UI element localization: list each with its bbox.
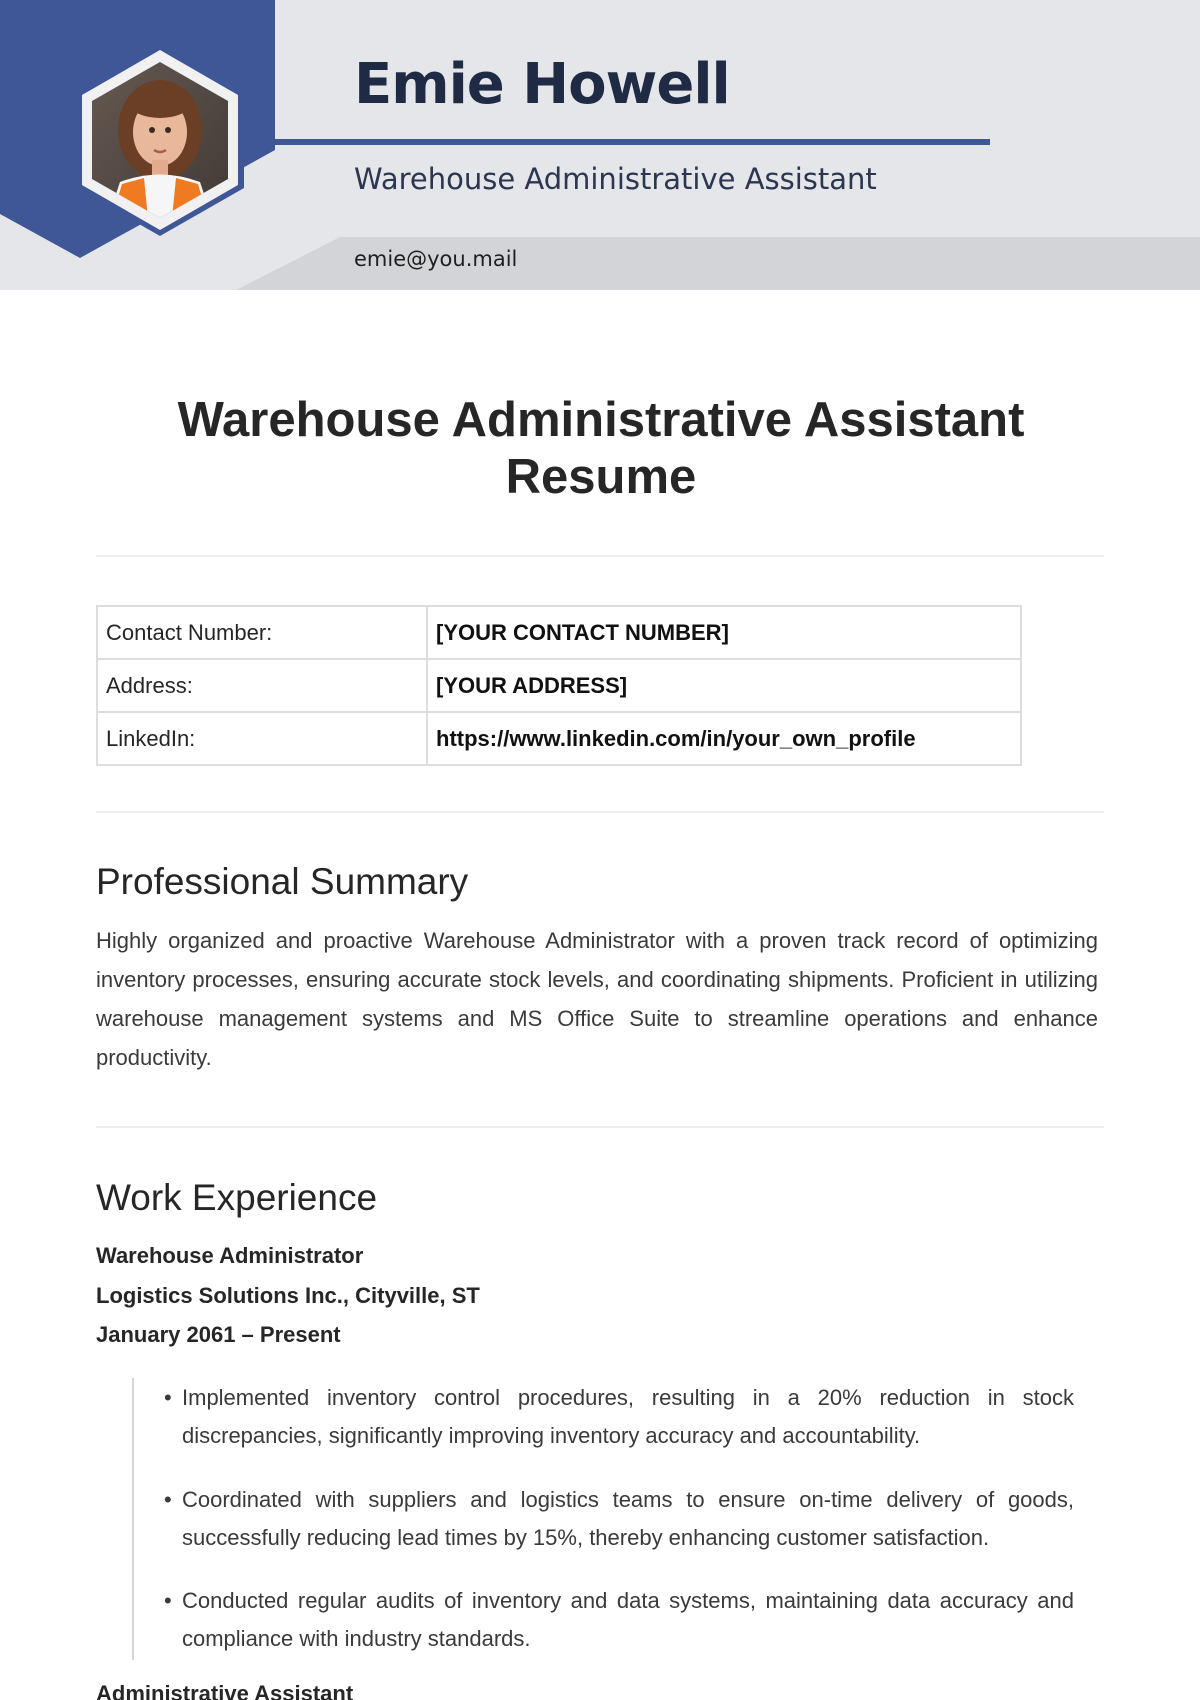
bullet-text: Implemented inventory control procedures, resulting in a 20% reduction in stock discrepancies, significantly improving inventory accuracy and accountability. xyxy=(182,1385,1074,1448)
divider xyxy=(96,1126,1104,1128)
table-row xyxy=(97,659,1021,712)
profile-photo xyxy=(68,42,252,252)
address-value: [YOUR ADDRESS] xyxy=(427,659,1021,712)
document-title-line-2: Resume xyxy=(505,450,697,504)
contact-number-value: [YOUR CONTACT NUMBER] xyxy=(427,606,1021,659)
name-underline xyxy=(262,139,990,145)
linkedin-label: LinkedIn: xyxy=(97,712,427,765)
candidate-role: Warehouse Administrative Assistant xyxy=(354,162,877,196)
bullet-text: Coordinated with suppliers and logistics teams to ensure on-time delivery of goods, successfully reducing lead times by 15%, thereby enhancing customer satisfaction. xyxy=(182,1487,1074,1550)
list-item xyxy=(164,1582,1074,1658)
experience-heading: Work Experience xyxy=(96,1177,378,1218)
candidate-name: Emie Howell xyxy=(354,52,730,117)
divider xyxy=(96,555,1104,557)
summary-heading: Professional Summary xyxy=(96,861,469,902)
bullet-icon: • xyxy=(164,1385,172,1410)
email-address: emie@you.mail xyxy=(354,247,518,271)
table-row xyxy=(97,712,1021,765)
linkedin-link[interactable]: https://www.linkedin.com/in/your_own_profile xyxy=(427,712,1021,765)
job-title: Administrative Assistant xyxy=(96,1681,354,1700)
bullet-list-bar xyxy=(132,1378,134,1660)
contact-table xyxy=(96,605,1022,766)
resume-header xyxy=(0,0,1200,290)
list-item xyxy=(164,1481,1074,1557)
job-dates: January 2061 – Present xyxy=(96,1322,341,1347)
address-label: Address: xyxy=(97,659,427,712)
bullet-icon: • xyxy=(164,1487,172,1512)
document-title-line-1: Warehouse Administrative Assistant xyxy=(177,393,1025,447)
summary-text: Highly organized and proactive Warehouse Administrator with a proven track record of optimizing inventory processes, ensuring accurate stock levels, and coordinating shipments. Proficient in utilizing warehouse management systems and MS Office Suite to streamline operations and enhance productivity. xyxy=(96,928,1098,1070)
person-portrait-icon xyxy=(68,42,252,252)
job-title: Warehouse Administrator xyxy=(96,1243,364,1268)
bullet-text: Conducted regular audits of inventory and data systems, maintaining data accuracy and compliance with industry standards. xyxy=(182,1588,1074,1651)
list-item xyxy=(164,1379,1074,1455)
table-row xyxy=(97,606,1021,659)
divider xyxy=(96,811,1104,813)
contact-number-label: Contact Number: xyxy=(97,606,427,659)
bullet-icon: • xyxy=(164,1588,172,1613)
document-title xyxy=(96,392,1106,506)
job-company: Logistics Solutions Inc., Cityville, ST xyxy=(96,1283,480,1308)
